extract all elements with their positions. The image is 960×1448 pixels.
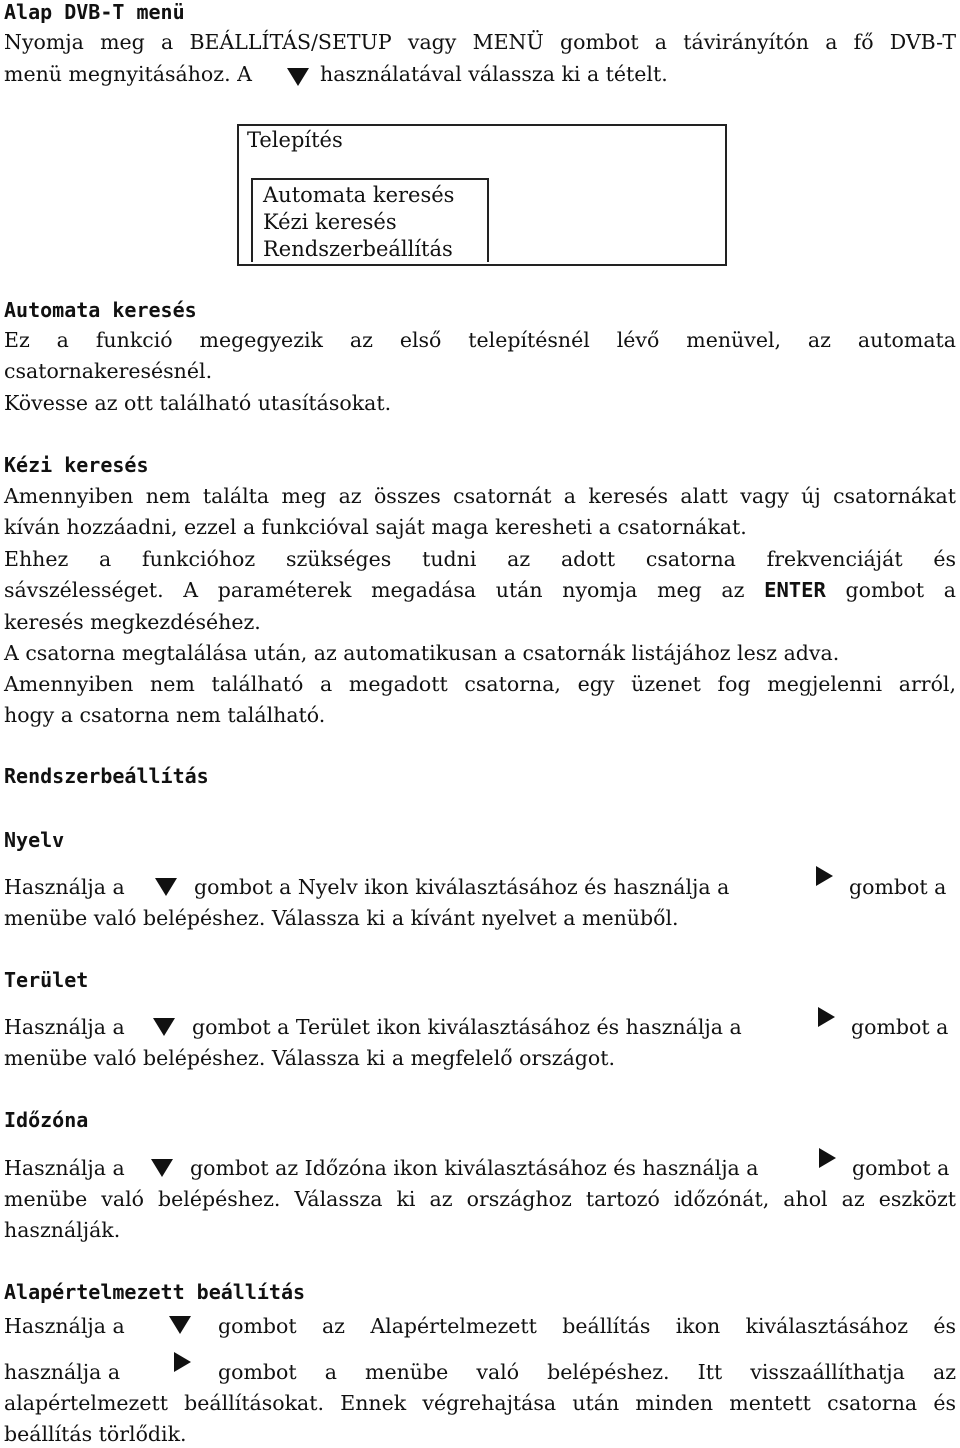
heading-defaults: Alapértelmezett beállítás	[4, 1280, 306, 1304]
timezone-text-1b: gombot az Időzóna ikon kiválasztásához és használja a	[190, 1156, 759, 1180]
down-triangle-icon	[150, 1153, 174, 1181]
menu-item-kezi[interactable]: Kézi keresés	[263, 210, 397, 234]
down-triangle-icon	[154, 872, 178, 900]
manual-text-line8: hogy a csatorna nem található.	[4, 703, 326, 727]
auto-text-line2: csatornakeresésnél.	[4, 359, 213, 383]
defaults-text-4: beállítás törlődik.	[4, 1422, 187, 1446]
defaults-text-1a: Használja a	[4, 1314, 125, 1338]
manual-text-line2: kíván hozzáadni, ezzel a funkcióval saját maga keresheti a csatornákat.	[4, 515, 747, 539]
defaults-text-1b: gombot az Alapértelmezett beállítás ikon kiválasztásához és	[218, 1314, 956, 1338]
area-text-1b: gombot a Terület ikon kiválasztásához és használja a	[192, 1015, 742, 1039]
heading-dvbt-menu: Alap DVB-T menü	[4, 0, 185, 24]
auto-text-line1: Ez a funkció megegyezik az első telepítésnél lévő menüvel, az automata	[4, 328, 956, 352]
right-triangle-icon	[814, 1003, 838, 1031]
defaults-text-2a: használja a	[4, 1360, 121, 1384]
right-triangle-icon	[815, 1144, 839, 1172]
heading-timezone: Időzóna	[4, 1108, 89, 1132]
manual-text-line6: A csatorna megtalálása után, az automatikusan a csatornák listájához lesz adva.	[4, 641, 840, 665]
language-text-2: menübe való belépéshez. Válassza ki a kívánt nyelvet a menüből.	[4, 906, 679, 930]
manual-text-line4a: sávszélességet. A paraméterek megadása után nyomja meg az	[4, 578, 745, 602]
dvbt-text-line2b: használatával válassza ki a tételt.	[320, 62, 668, 86]
heading-area: Terület	[4, 968, 89, 992]
heading-system-settings: Rendszerbeállítás	[4, 764, 209, 788]
dvbt-text-line2a: menü megnyitásához. A	[4, 62, 252, 86]
timezone-text-3: használják.	[4, 1218, 121, 1242]
manual-text-line5: keresés megkezdéséhez.	[4, 610, 261, 634]
down-triangle-icon	[286, 62, 310, 90]
area-text-1c: gombot a	[851, 1015, 949, 1039]
enter-key-label: ENTER	[764, 578, 826, 602]
heading-manual-search: Kézi keresés	[4, 453, 149, 477]
down-triangle-icon	[168, 1310, 192, 1338]
right-triangle-icon	[170, 1348, 194, 1376]
menu-list	[251, 178, 489, 262]
manual-text-line4	[4, 576, 956, 604]
manual-text-line1: Amennyiben nem találta meg az összes csatornát a keresés alatt vagy új csatornákat	[4, 484, 956, 508]
manual-text-line7: Amennyiben nem található a megadott csatorna, egy üzenet fog megjelenni arról,	[4, 672, 956, 696]
area-text-1a: Használja a	[4, 1015, 125, 1039]
setup-menu-box	[237, 124, 727, 266]
menu-item-rendszer[interactable]: Rendszerbeállítás	[263, 237, 453, 261]
language-text-1a: Használja a	[4, 875, 125, 899]
defaults-text-3: alapértelmezett beállításokat. Ennek végrehajtása után minden mentett csatorna és	[4, 1391, 956, 1415]
menu-item-automata[interactable]: Automata keresés	[263, 183, 455, 207]
dvbt-text-line1: Nyomja meg a BEÁLLÍTÁS/SETUP vagy MENÜ gombot a távirányítón a fő DVB-T	[4, 30, 956, 54]
area-text-2: menübe való belépéshez. Válassza ki a megfelelő országot.	[4, 1046, 616, 1070]
timezone-text-1c: gombot a	[852, 1156, 950, 1180]
language-text-1c: gombot a	[849, 875, 947, 899]
manual-text-line4b: gombot a	[845, 578, 956, 602]
heading-auto-search: Automata keresés	[4, 298, 197, 322]
menu-title: Telepítés	[247, 128, 343, 152]
timezone-text-1a: Használja a	[4, 1156, 125, 1180]
auto-text-line3: Kövesse az ott található utasításokat.	[4, 391, 392, 415]
heading-language: Nyelv	[4, 828, 65, 852]
defaults-text-2b: gombot a menübe való belépéshez. Itt visszaállíthatja az	[218, 1360, 956, 1384]
down-triangle-icon	[152, 1012, 176, 1040]
timezone-text-2: menübe való belépéshez. Válassza ki az országhoz tartozó időzónát, ahol az eszközt	[4, 1187, 956, 1211]
language-text-1b: gombot a Nyelv ikon kiválasztásához és használja a	[194, 875, 730, 899]
manual-text-line3: Ehhez a funkcióhoz szükséges tudni az adott csatorna frekvenciáját és	[4, 547, 956, 571]
right-triangle-icon	[812, 862, 836, 890]
